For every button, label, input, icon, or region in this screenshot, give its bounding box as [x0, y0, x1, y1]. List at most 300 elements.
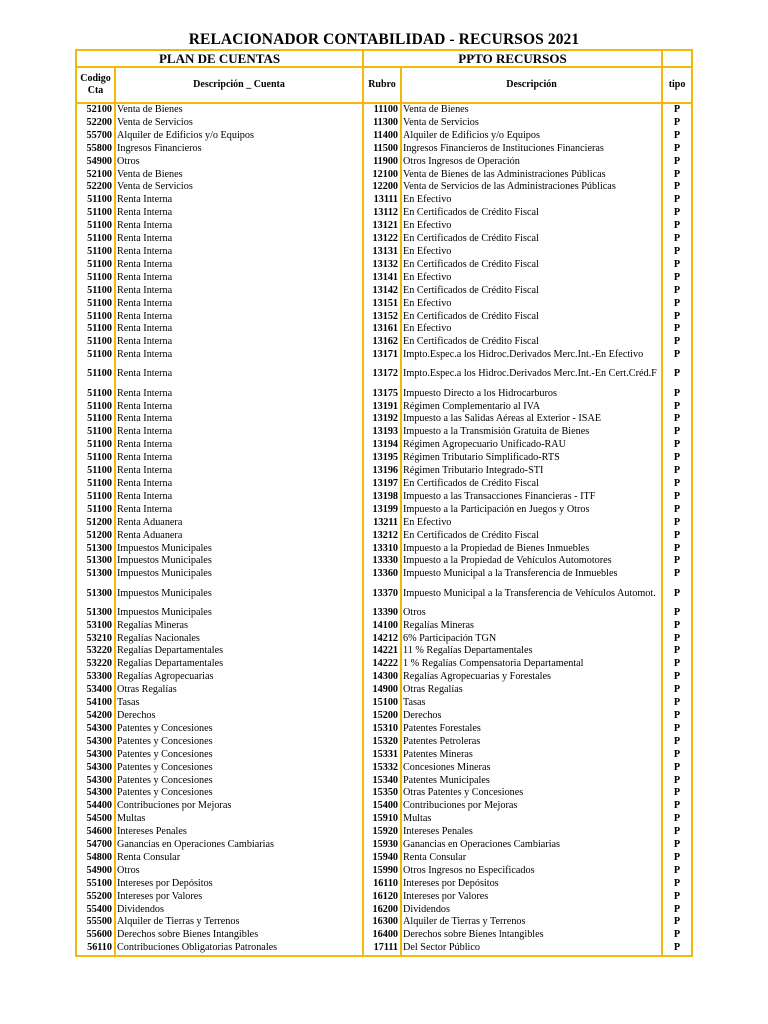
table-row — [76, 413, 692, 426]
table-row — [76, 891, 692, 904]
table-row — [76, 839, 692, 852]
rubro-code-cell: 14221 — [363, 645, 401, 658]
rubro-code-cell: 15340 — [363, 775, 401, 788]
rubro-code-cell: 13370 — [363, 581, 401, 607]
tipo-cell: P — [662, 942, 692, 956]
account-code-cell: 54800 — [76, 852, 115, 865]
table-row — [76, 607, 692, 620]
rubro-code-cell: 16300 — [363, 916, 401, 929]
table-row — [76, 130, 692, 143]
rubro-code-cell: 13151 — [363, 298, 401, 311]
account-description-cell: Renta Interna — [115, 426, 363, 439]
tipo-cell: P — [662, 710, 692, 723]
rubro-description-cell: 6% Participación TGN — [401, 633, 662, 646]
plan-de-cuentas-header: PLAN DE CUENTAS — [76, 50, 363, 67]
rubro-description-cell: Impuesto Municipal a la Transferencia de Inmuebles — [401, 568, 662, 581]
tipo-cell: P — [662, 775, 692, 788]
descripcion-cuenta-header: Descripción _ Cuenta — [115, 67, 363, 103]
rubro-description-cell: Contribuciones por Mejoras — [401, 800, 662, 813]
rubro-code-cell: 13142 — [363, 285, 401, 298]
table-row — [76, 452, 692, 465]
tipo-cell: P — [662, 723, 692, 736]
account-description-cell: Renta Interna — [115, 311, 363, 324]
account-code-cell: 51100 — [76, 194, 115, 207]
account-description-cell: Intereses por Depósitos — [115, 878, 363, 891]
tipo-cell: P — [662, 916, 692, 929]
rubro-description-cell: En Certificados de Crédito Fiscal — [401, 336, 662, 349]
rubro-description-cell: Régimen Tributario Integrado-STI — [401, 465, 662, 478]
table-row — [76, 620, 692, 633]
rubro-description-cell: En Certificados de Crédito Fiscal — [401, 259, 662, 272]
table-row — [76, 401, 692, 414]
account-code-cell: 51100 — [76, 439, 115, 452]
table-row — [76, 697, 692, 710]
table-row — [76, 736, 692, 749]
account-description-cell: Regalías Mineras — [115, 620, 363, 633]
account-description-cell: Renta Interna — [115, 388, 363, 401]
table-row — [76, 568, 692, 581]
rubro-description-cell: En Efectivo — [401, 323, 662, 336]
rubro-code-cell: 13195 — [363, 452, 401, 465]
rubro-code-cell: 15990 — [363, 865, 401, 878]
rubro-description-cell: En Certificados de Crédito Fiscal — [401, 233, 662, 246]
table-row — [76, 246, 692, 259]
tipo-cell: P — [662, 143, 692, 156]
rubro-description-cell: Régimen Agropecuario Unificado-RAU — [401, 439, 662, 452]
tipo-cell: P — [662, 568, 692, 581]
account-description-cell: Patentes y Concesiones — [115, 749, 363, 762]
rubro-description-cell: Impto.Espec.a los Hidroc.Derivados Merc.Int.-En Cert.Créd.F — [401, 362, 662, 388]
table-row — [76, 929, 692, 942]
table-row — [76, 181, 692, 194]
table-row — [76, 671, 692, 684]
rubro-code-cell: 13196 — [363, 465, 401, 478]
account-code-cell: 53220 — [76, 658, 115, 671]
account-description-cell: Regalías Nacionales — [115, 633, 363, 646]
table-row — [76, 684, 692, 697]
account-description-cell: Renta Interna — [115, 491, 363, 504]
tipo-cell: P — [662, 362, 692, 388]
account-description-cell: Renta Interna — [115, 272, 363, 285]
table-row — [76, 491, 692, 504]
account-code-cell: 53210 — [76, 633, 115, 646]
table-row — [76, 478, 692, 491]
table-row — [76, 117, 692, 130]
account-description-cell: Renta Interna — [115, 349, 363, 362]
rubro-code-cell: 14222 — [363, 658, 401, 671]
rubro-code-cell: 13310 — [363, 543, 401, 556]
account-description-cell: Renta Interna — [115, 439, 363, 452]
tipo-cell: P — [662, 156, 692, 169]
account-code-cell: 54700 — [76, 839, 115, 852]
rubro-description-cell: Impto.Espec.a los Hidroc.Derivados Merc.Int.-En Efectivo — [401, 349, 662, 362]
account-code-cell: 54900 — [76, 865, 115, 878]
table-row — [76, 323, 692, 336]
rubro-description-cell: Régimen Complementario al IVA — [401, 401, 662, 414]
tipo-cell: P — [662, 103, 692, 117]
rubro-code-cell: 13121 — [363, 220, 401, 233]
rubro-code-cell: 13161 — [363, 323, 401, 336]
rubro-description-cell: Multas — [401, 813, 662, 826]
tipo-cell: P — [662, 517, 692, 530]
table-row — [76, 388, 692, 401]
account-description-cell: Renta Interna — [115, 233, 363, 246]
rubro-description-cell: Patentes Forestales — [401, 723, 662, 736]
table-row — [76, 787, 692, 800]
rubro-description-cell: Venta de Servicios de las Administraciones Públicas — [401, 181, 662, 194]
rubro-description-cell: En Efectivo — [401, 517, 662, 530]
account-description-cell: Renta Interna — [115, 220, 363, 233]
account-code-cell: 51100 — [76, 504, 115, 517]
account-description-cell: Ingresos Financieros — [115, 143, 363, 156]
account-code-cell: 51100 — [76, 220, 115, 233]
account-description-cell: Renta Consular — [115, 852, 363, 865]
tipo-cell: P — [662, 645, 692, 658]
table-row — [76, 555, 692, 568]
account-description-cell: Renta Aduanera — [115, 530, 363, 543]
tipo-header: tipo — [662, 67, 692, 103]
account-code-cell: 51100 — [76, 478, 115, 491]
account-code-cell: 54300 — [76, 749, 115, 762]
table-row — [76, 633, 692, 646]
table-row — [76, 543, 692, 556]
rubro-description-cell: Alquiler de Edificios y/o Equipos — [401, 130, 662, 143]
account-description-cell: Intereses Penales — [115, 826, 363, 839]
tipo-cell: P — [662, 787, 692, 800]
account-code-cell: 51100 — [76, 272, 115, 285]
account-code-cell: 51100 — [76, 259, 115, 272]
rubro-code-cell: 13197 — [363, 478, 401, 491]
account-description-cell: Impuestos Municipales — [115, 568, 363, 581]
rubro-description-cell: Ingresos Financieros de Instituciones Financieras — [401, 143, 662, 156]
account-code-cell: 51200 — [76, 517, 115, 530]
account-description-cell: Renta Interna — [115, 401, 363, 414]
rubro-description-cell: En Efectivo — [401, 194, 662, 207]
rubro-description-cell: Otros Ingresos de Operación — [401, 156, 662, 169]
rubro-code-cell: 13191 — [363, 401, 401, 414]
account-code-cell: 51100 — [76, 349, 115, 362]
account-code-cell: 51100 — [76, 233, 115, 246]
rubro-code-cell: 13192 — [363, 413, 401, 426]
account-code-cell: 54200 — [76, 710, 115, 723]
rubro-code-cell: 13194 — [363, 439, 401, 452]
rubro-description-cell: Alquiler de Tierras y Terrenos — [401, 916, 662, 929]
rubro-code-cell: 12100 — [363, 169, 401, 182]
table-row — [76, 233, 692, 246]
rubro-description-cell: 11 % Regalías Departamentales — [401, 645, 662, 658]
account-description-cell: Multas — [115, 813, 363, 826]
account-code-cell: 54300 — [76, 775, 115, 788]
account-code-cell: 51300 — [76, 607, 115, 620]
account-description-cell: Renta Interna — [115, 413, 363, 426]
tipo-cell: P — [662, 401, 692, 414]
rubro-code-cell: 15331 — [363, 749, 401, 762]
account-code-cell: 54500 — [76, 813, 115, 826]
account-code-cell: 54400 — [76, 800, 115, 813]
account-code-cell: 51100 — [76, 207, 115, 220]
rubro-description-cell: 1 % Regalías Compensatoria Departamental — [401, 658, 662, 671]
rubro-code-cell: 12200 — [363, 181, 401, 194]
tipo-cell: P — [662, 543, 692, 556]
tipo-cell: P — [662, 504, 692, 517]
codigo-cta-header: Codigo Cta — [76, 67, 115, 103]
account-code-cell: 51100 — [76, 388, 115, 401]
rubro-description-cell: Régimen Tributario Simplificado-RTS — [401, 452, 662, 465]
account-code-cell: 53400 — [76, 684, 115, 697]
account-code-cell: 55600 — [76, 929, 115, 942]
account-description-cell: Tasas — [115, 697, 363, 710]
table-row — [76, 311, 692, 324]
rubro-code-cell: 13199 — [363, 504, 401, 517]
account-code-cell: 56110 — [76, 942, 115, 956]
tipo-cell: P — [662, 607, 692, 620]
table-row — [76, 220, 692, 233]
rubro-code-cell: 13330 — [363, 555, 401, 568]
table-row — [76, 904, 692, 917]
account-description-cell: Intereses por Valores — [115, 891, 363, 904]
account-description-cell: Renta Interna — [115, 465, 363, 478]
rubro-code-cell: 15320 — [363, 736, 401, 749]
rubro-description-cell: En Certificados de Crédito Fiscal — [401, 478, 662, 491]
table-row — [76, 762, 692, 775]
rubro-description-cell: Impuesto a la Participación en Juegos y Otros — [401, 504, 662, 517]
rubro-description-cell: Concesiones Mineras — [401, 762, 662, 775]
tipo-cell: P — [662, 413, 692, 426]
table-row — [76, 426, 692, 439]
account-description-cell: Ganancias en Operaciones Cambiarias — [115, 839, 363, 852]
account-description-cell: Renta Interna — [115, 259, 363, 272]
rubro-code-cell: 13175 — [363, 388, 401, 401]
table-row — [76, 581, 692, 607]
account-code-cell: 51100 — [76, 401, 115, 414]
rubro-description-cell: Impuesto Directo a los Hidrocarburos — [401, 388, 662, 401]
account-description-cell: Patentes y Concesiones — [115, 762, 363, 775]
account-code-cell: 54300 — [76, 736, 115, 749]
account-description-cell: Renta Interna — [115, 194, 363, 207]
account-code-cell: 55100 — [76, 878, 115, 891]
tipo-cell: P — [662, 181, 692, 194]
rubro-description-cell: Ganancias en Operaciones Cambiarias — [401, 839, 662, 852]
account-code-cell: 55700 — [76, 130, 115, 143]
table-row — [76, 775, 692, 788]
tipo-cell: P — [662, 530, 692, 543]
account-code-cell: 51100 — [76, 413, 115, 426]
rubro-description-cell: En Certificados de Crédito Fiscal — [401, 530, 662, 543]
rubro-code-cell: 14300 — [363, 671, 401, 684]
descripcion-header: Descripción — [401, 67, 662, 103]
rubro-code-cell: 15100 — [363, 697, 401, 710]
table-row — [76, 800, 692, 813]
tipo-cell: P — [662, 246, 692, 259]
rubro-description-cell: Renta Consular — [401, 852, 662, 865]
tipo-cell: P — [662, 194, 692, 207]
tipo-cell: P — [662, 349, 692, 362]
table-row — [76, 439, 692, 452]
rubro-code-cell: 15940 — [363, 852, 401, 865]
account-code-cell: 55500 — [76, 916, 115, 929]
tipo-cell: P — [662, 388, 692, 401]
table-row — [76, 194, 692, 207]
rubro-code-cell: 13198 — [363, 491, 401, 504]
rubro-description-cell: Del Sector Público — [401, 942, 662, 956]
account-code-cell: 51100 — [76, 246, 115, 259]
rubro-description-cell: En Certificados de Crédito Fiscal — [401, 207, 662, 220]
tipo-cell: P — [662, 452, 692, 465]
rubro-code-cell: 15350 — [363, 787, 401, 800]
account-description-cell: Alquiler de Edificios y/o Equipos — [115, 130, 363, 143]
account-description-cell: Renta Interna — [115, 246, 363, 259]
tipo-cell: P — [662, 852, 692, 865]
rubro-code-cell: 16120 — [363, 891, 401, 904]
tipo-cell: P — [662, 426, 692, 439]
account-description-cell: Patentes y Concesiones — [115, 736, 363, 749]
tipo-cell: P — [662, 697, 692, 710]
tipo-cell: P — [662, 465, 692, 478]
rubro-description-cell: Intereses por Depósitos — [401, 878, 662, 891]
tipo-cell: P — [662, 671, 692, 684]
rubro-code-cell: 13152 — [363, 311, 401, 324]
account-description-cell: Otros — [115, 156, 363, 169]
rubro-description-cell: Intereses Penales — [401, 826, 662, 839]
rubro-description-cell: Venta de Servicios — [401, 117, 662, 130]
rubro-description-cell: Impuesto a las Salidas Aéreas al Exterior - ISAE — [401, 413, 662, 426]
account-code-cell: 54900 — [76, 156, 115, 169]
account-description-cell: Venta de Bienes — [115, 103, 363, 117]
account-code-cell: 54300 — [76, 762, 115, 775]
rubro-description-cell: Impuesto a la Propiedad de Vehículos Automotores — [401, 555, 662, 568]
tipo-cell: P — [662, 839, 692, 852]
table-row — [76, 645, 692, 658]
table-row — [76, 504, 692, 517]
empty-header-cell — [662, 50, 692, 67]
account-code-cell: 54300 — [76, 723, 115, 736]
account-description-cell: Patentes y Concesiones — [115, 787, 363, 800]
rubro-code-cell: 14900 — [363, 684, 401, 697]
rubro-description-cell: Otros Ingresos no Especificados — [401, 865, 662, 878]
account-description-cell: Renta Interna — [115, 323, 363, 336]
account-description-cell: Alquiler de Tierras y Terrenos — [115, 916, 363, 929]
table-row — [76, 826, 692, 839]
rubro-code-cell: 15930 — [363, 839, 401, 852]
tipo-cell: P — [662, 891, 692, 904]
rubro-code-cell: 14100 — [363, 620, 401, 633]
rubro-code-cell: 13212 — [363, 530, 401, 543]
account-code-cell: 51100 — [76, 323, 115, 336]
rubro-description-cell: En Efectivo — [401, 220, 662, 233]
rubro-code-cell: 16200 — [363, 904, 401, 917]
account-code-cell: 51300 — [76, 581, 115, 607]
rubro-code-cell: 11400 — [363, 130, 401, 143]
rubro-description-cell: En Certificados de Crédito Fiscal — [401, 285, 662, 298]
rubro-code-cell: 11500 — [363, 143, 401, 156]
rubro-code-cell: 16400 — [363, 929, 401, 942]
account-description-cell: Impuestos Municipales — [115, 555, 363, 568]
rubro-code-cell: 13111 — [363, 194, 401, 207]
rubro-description-cell: Regalías Mineras — [401, 620, 662, 633]
rubro-code-cell: 13131 — [363, 246, 401, 259]
tipo-cell: P — [662, 169, 692, 182]
account-code-cell: 52200 — [76, 117, 115, 130]
tipo-cell: P — [662, 233, 692, 246]
account-description-cell: Derechos sobre Bienes Intangibles — [115, 929, 363, 942]
account-code-cell: 51100 — [76, 362, 115, 388]
rubro-code-cell: 15332 — [363, 762, 401, 775]
rubro-code-cell: 13390 — [363, 607, 401, 620]
tipo-cell: P — [662, 259, 692, 272]
rubro-description-cell: Intereses por Valores — [401, 891, 662, 904]
rubro-code-cell: 13172 — [363, 362, 401, 388]
rubro-code-cell: 13360 — [363, 568, 401, 581]
tipo-cell: P — [662, 478, 692, 491]
table-row — [76, 169, 692, 182]
rubro-code-cell: 11300 — [363, 117, 401, 130]
tipo-cell: P — [662, 658, 692, 671]
account-description-cell: Patentes y Concesiones — [115, 775, 363, 788]
tipo-cell: P — [662, 220, 692, 233]
account-description-cell: Impuestos Municipales — [115, 581, 363, 607]
table-row — [76, 207, 692, 220]
tipo-cell: P — [662, 878, 692, 891]
account-code-cell: 52200 — [76, 181, 115, 194]
account-description-cell: Dividendos — [115, 904, 363, 917]
account-code-cell: 51100 — [76, 311, 115, 324]
tipo-cell: P — [662, 749, 692, 762]
account-description-cell: Regalías Departamentales — [115, 645, 363, 658]
account-description-cell: Regalías Agropecuarias — [115, 671, 363, 684]
account-code-cell: 53220 — [76, 645, 115, 658]
tipo-cell: P — [662, 117, 692, 130]
rubro-code-cell: 14212 — [363, 633, 401, 646]
rubro-description-cell: En Efectivo — [401, 272, 662, 285]
account-code-cell: 54100 — [76, 697, 115, 710]
account-description-cell: Renta Interna — [115, 336, 363, 349]
table-row — [76, 852, 692, 865]
table-row — [76, 156, 692, 169]
account-code-cell: 53100 — [76, 620, 115, 633]
table-row — [76, 349, 692, 362]
rubro-description-cell: Venta de Bienes — [401, 103, 662, 117]
tipo-cell: P — [662, 813, 692, 826]
table-row — [76, 259, 692, 272]
tipo-cell: P — [662, 581, 692, 607]
account-description-cell: Venta de Servicios — [115, 181, 363, 194]
table-row — [76, 710, 692, 723]
table-row — [76, 813, 692, 826]
account-description-cell: Derechos — [115, 710, 363, 723]
table-row — [76, 272, 692, 285]
account-description-cell: Patentes y Concesiones — [115, 723, 363, 736]
accounts-table — [75, 49, 693, 957]
rubro-description-cell: En Certificados de Crédito Fiscal — [401, 311, 662, 324]
tipo-cell: P — [662, 762, 692, 775]
rubro-description-cell: Patentes Mineras — [401, 749, 662, 762]
tipo-cell: P — [662, 272, 692, 285]
account-code-cell: 51100 — [76, 465, 115, 478]
rubro-code-cell: 13112 — [363, 207, 401, 220]
tipo-cell: P — [662, 620, 692, 633]
tipo-cell: P — [662, 491, 692, 504]
rubro-description-cell: Regalías Agropecuarias y Forestales — [401, 671, 662, 684]
table-row — [76, 942, 692, 956]
rubro-code-cell: 11900 — [363, 156, 401, 169]
table-row — [76, 336, 692, 349]
account-description-cell: Impuestos Municipales — [115, 607, 363, 620]
account-code-cell: 51100 — [76, 298, 115, 311]
rubro-code-cell: 13193 — [363, 426, 401, 439]
table-row — [76, 285, 692, 298]
account-code-cell: 51200 — [76, 530, 115, 543]
tipo-cell: P — [662, 736, 692, 749]
